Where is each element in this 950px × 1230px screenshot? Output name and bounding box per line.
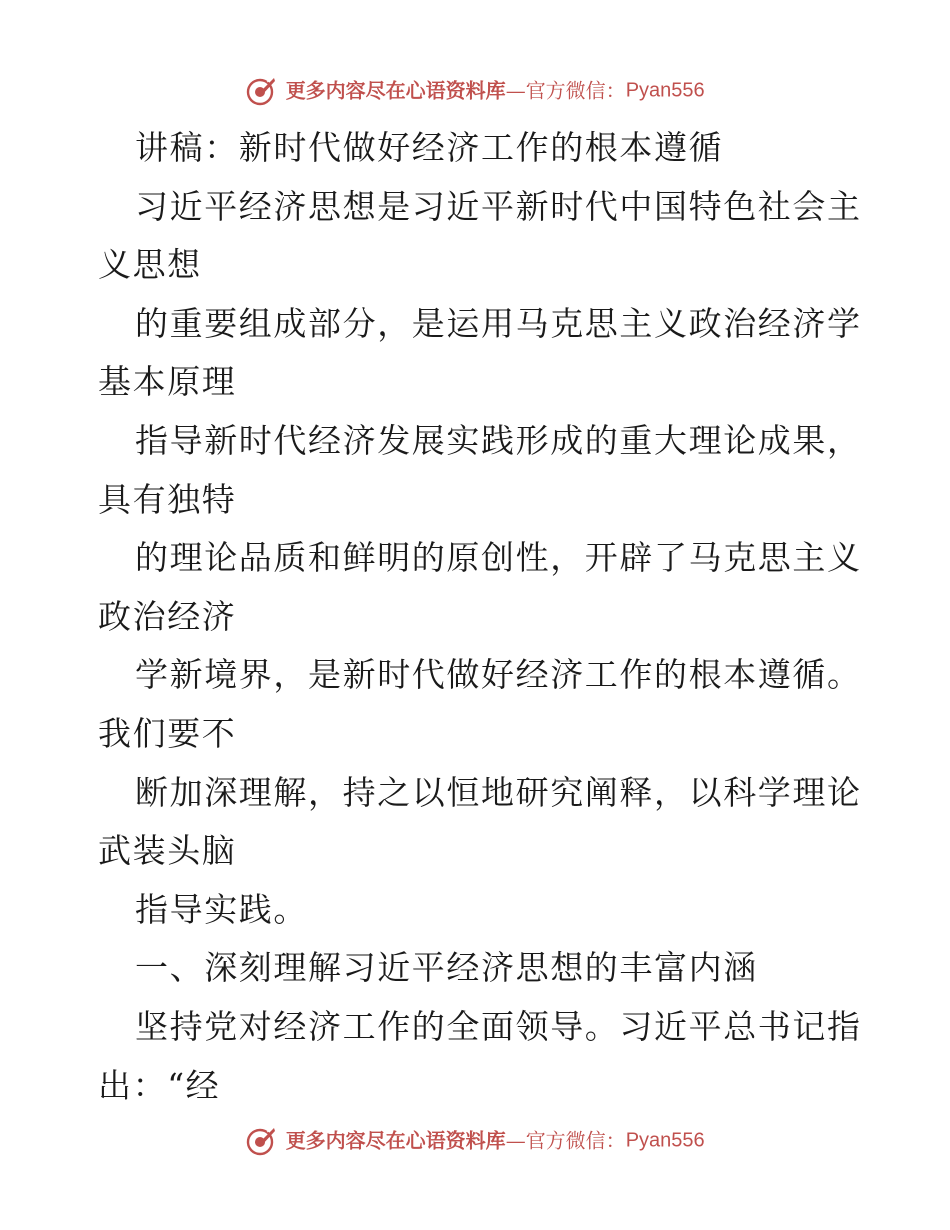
text-line: 指导新时代经济发展实践形成的重大理论成果， [135,421,862,460]
text-line: 指导实践。 [135,889,308,929]
watermark-main-text: 更多内容尽在心语资料库 [285,78,506,103]
text-line: 政治经济 [98,596,237,636]
text-line: 基本原理 [98,362,237,402]
footer-watermark [0,1124,950,1156]
text-line: 的重要组成部分，是运用马克思主义政治经济学 [135,303,862,343]
watermark-wechat-id: Pyan556 [625,79,705,102]
text-line: 断加深理解，持之以恒地研究阐释，以科学理论 [135,772,862,812]
quill-logo-icon [245,1126,277,1156]
text-line: 坚持党对经济工作的全面领导。习近平总书记指 [135,1007,862,1046]
text-line: 武装头脑 [98,831,237,871]
text-line: 具有独特 [98,479,237,519]
text-line: 出：“经 [98,1065,221,1105]
watermark-separator: — [505,78,526,103]
watermark-separator: — [505,1128,526,1153]
text-line: 一、深刻理解习近平经济思想的丰富内涵 [135,948,758,988]
watermark-main-text: 更多内容尽在心语资料库 [285,1128,506,1153]
text-line: 习近平经济思想是习近平新时代中国特色社会主 [135,186,862,226]
text-line: 我们要不 [98,714,237,753]
text-line: 的理论品质和鲜明的原创性，开辟了马克思主义 [135,538,862,578]
text-line: 义思想 [98,245,202,285]
quill-logo-icon [245,76,277,106]
header-watermark [0,74,950,106]
text-line: 学新境界，是新时代做好经济工作的根本遵循。 [135,655,862,695]
text-line: 讲稿：新时代做好经济工作的根本遵循 [135,128,724,167]
watermark-wechat-id: Pyan556 [625,1129,705,1152]
watermark-official-label: 官方微信： [525,1128,626,1153]
watermark-official-label: 官方微信： [525,78,626,103]
